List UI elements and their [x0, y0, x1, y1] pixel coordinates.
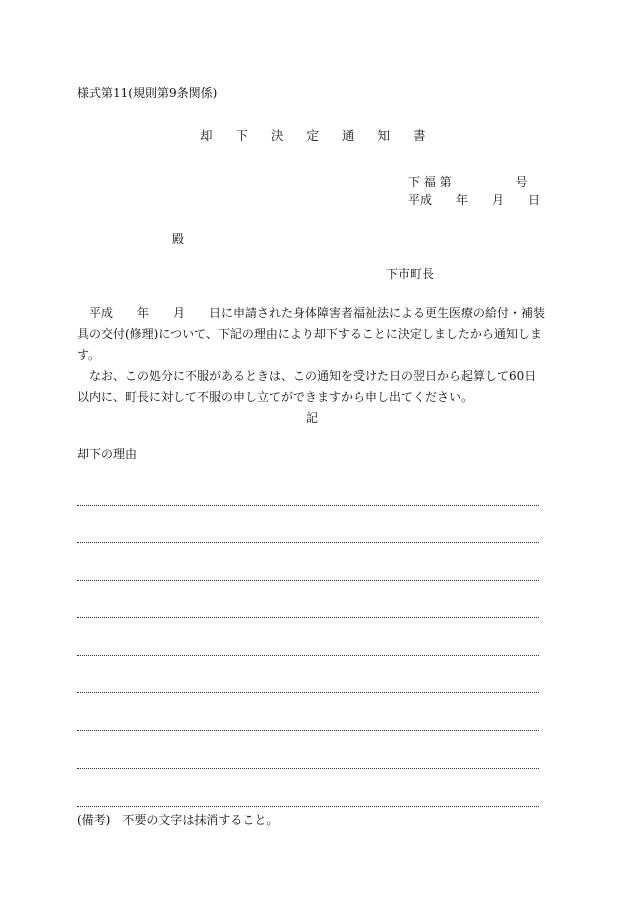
form-header: 様式第11(規則第9条関係) [77, 86, 218, 100]
notice-body [77, 303, 547, 408]
addressee-suffix: 殿 [172, 232, 185, 246]
remarks-note: (備考) 不要の文字は抹消すること。 [77, 813, 279, 827]
reason-line-3 [77, 580, 539, 581]
reason-line-4 [77, 617, 539, 618]
document-date: 平成 年 月 日 [408, 193, 541, 207]
reason-line-2 [77, 542, 539, 543]
reason-line-6 [77, 692, 539, 693]
body-paragraph-2: なお、この処分に不服があるときは、この通知を受けた日の翌日から起算して60日以内に、町長に対して不服の申し立てができますから申し出てください。 [77, 369, 537, 404]
reason-line-1 [77, 505, 539, 506]
document-number: 下 福 第 号 [408, 175, 528, 189]
ki-label: 記 [306, 411, 319, 425]
issuer-name: 下市町長 [386, 267, 435, 281]
reason-line-9 [77, 806, 539, 807]
body-paragraph-1: 平成 年 月 日に申請された身体障害者福祉法による更生医療の給付・補装具の交付(修理)について、下記の理由により却下することに決定しましたから通知します。 [77, 306, 546, 362]
reason-line-8 [77, 768, 539, 769]
reason-line-5 [77, 655, 539, 656]
reason-line-7 [77, 730, 539, 731]
reason-heading: 却下の理由 [77, 447, 138, 461]
document-title: 却下決定通知書 [200, 128, 449, 143]
